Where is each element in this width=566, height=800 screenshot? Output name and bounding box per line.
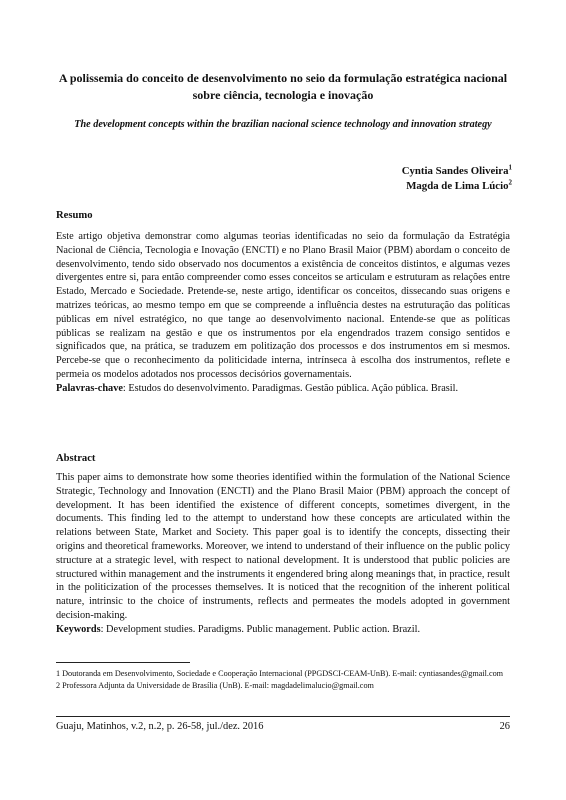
footnote: 1 Doutoranda em Desenvolvimento, Sociedade e Cooperação Internacional (PPGDSCI-CEAM-UnB). E-mail: cyntiasandes@gmail.com bbox=[56, 669, 504, 678]
author-footnote-marker: 1 bbox=[508, 163, 512, 172]
author bbox=[402, 179, 512, 194]
abstract-section bbox=[56, 471, 510, 637]
paper-title: A polissemia do conceito de desenvolvimento no seio da formulação estratégica nacional sobre ciência, tecnologia e inovação bbox=[58, 71, 508, 102]
footnote: 2 Professora Adjunta da Universidade de Brasília (UnB). E-mail: magdadelimalucio@gmail.com bbox=[56, 680, 374, 690]
keywords-label: Palavras-chave bbox=[56, 382, 123, 394]
abstract-text: This paper aims to demonstrate how some theories identified within the formulation of the National Science Strategic, Technology and Innovation (ENCTI) and the Plano Brasil Maior (PBM) approach the concept of development. It has been identified the existence of different concepts, sometimes divergent, in the documents. This finding led to the attempt to understand how these concepts are articulated within the relations between State, Market and Society. This paper goal is to identify the concepts, dissecting their origins and theoretical frameworks. Moreover, we intend to understand of their influence on the public policy structure at a strategic level, with respect to national development. It is understood that public policies are structured within management and the instruments it engendered bring along meanings that, in practice, result in the politicization of the processes themselves. It is noticed that the recognition of the inherent political nature, intrinsic to the choice of instruments, reflects and permeates the models adopted in government decision-making. bbox=[56, 472, 510, 621]
author bbox=[402, 164, 512, 179]
abstract-keywords bbox=[56, 623, 510, 637]
author-footnote-marker: 2 bbox=[508, 178, 512, 187]
footer-divider bbox=[56, 716, 510, 717]
resumo-text: Este artigo objetiva demonstrar como algumas teorias identificadas no seio da formulação da Estratégia Nacional de Ciência, Tecnologia e Inovação (ENCTI) e no Plano Brasil Maior (PBM) abordam o conceito de desenvolvimento, tendo sido observado nos documentos a existência de conceitos distintos, e algumas vezes divergentes entre si, para então compreender como esses conceitos se articulam e estruturam as relações entre Estado, Mercado e Sociedade. Pretende-se, neste artigo, identificar os conceitos, dissecando suas origens e matrizes teóricas, ao mesmo tempo em que se compreende a influência destes na estruturação das políticas públicas em nível estratégico, no que tange ao desenvolvimento nacional. Entende-se que as políticas públicas se realizam na gestão e que os instrumentos por ela engendrados trazem consigo sentidos e significados que, na prática, se traduzem em politização dos processos e dos instrumentos em si mesmos. Percebe-se que o reconhecimento da politicidade interna, intrínseca à escolha dos instrumentos, reflete e permeia os modelos adotados nos processos decisórios governamentais. bbox=[56, 231, 510, 380]
author-list bbox=[402, 164, 512, 194]
keywords-text: : Development studies. Paradigms. Public management. Public action. Brazil. bbox=[100, 623, 421, 635]
paper-subtitle: The development concepts within the brazilian nacional science technology and innovation strategy bbox=[74, 119, 492, 130]
resumo-keywords bbox=[56, 382, 510, 396]
keywords-text: : Estudos do desenvolvimento. Paradigmas. Gestão pública. Ação pública. Brasil. bbox=[122, 382, 459, 394]
resumo-section bbox=[56, 230, 510, 396]
journal-citation: Guaju, Matinhos, v.2, n.2, p. 26-58, jul./dez. 2016 bbox=[56, 721, 264, 732]
resumo-heading: Resumo bbox=[56, 210, 93, 221]
keywords-label: Keywords bbox=[56, 623, 101, 635]
footnotes bbox=[56, 668, 510, 691]
page-number: 26 bbox=[499, 721, 510, 732]
author-name: Cyntia Sandes Oliveira bbox=[401, 165, 509, 177]
abstract-heading: Abstract bbox=[56, 453, 96, 464]
footnote-divider bbox=[56, 662, 190, 663]
author-name: Magda de Lima Lúcio bbox=[406, 180, 509, 192]
page-footer bbox=[56, 721, 510, 732]
